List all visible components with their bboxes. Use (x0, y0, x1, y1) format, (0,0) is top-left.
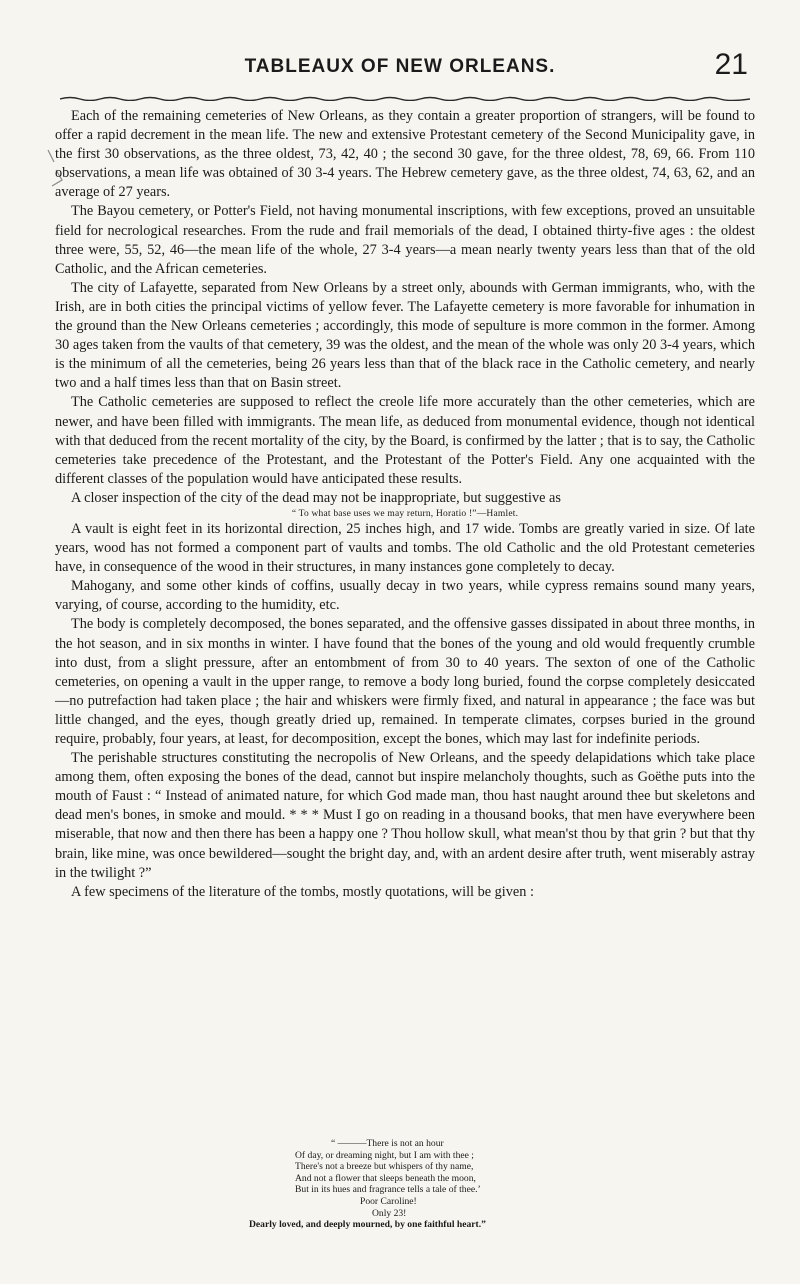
poem-line: And not a flower that sleeps beneath the moon, (295, 1172, 476, 1184)
page-number: 21 (714, 48, 748, 81)
poem-line: Poor Caroline! (360, 1195, 417, 1207)
body-text (55, 107, 755, 902)
tomb-inscription-poem (0, 1138, 800, 1231)
paragraph-vault-dimensions: A vault is eight feet in its horizontal direction, 25 inches high, and 17 wide. Tombs are greatly varied in size. Of late years, wood has not formed a component part of vaults and tombs. The old Catholic and the old Protestant cemeteries have, in consequence of the wood in their structures, in many instances gone completely to decay. (55, 520, 755, 576)
poem-line: There's not a breeze but whispers of thy name, (295, 1161, 474, 1173)
paragraph-necropolis: The perishable structures constituting the necropolis of New Orleans, and the speedy delapidations which take place among them, often exposing the bones of the dead, cannot but inspire melancholy thoughts, such as Goëthe puts into the mouth of Faust : “ Instead of animated nature, for which God made man, thou hast naught around thee but skeletons and dead men's bones, in smoke and mould. * * * Must I go on reading in a thousand books, that men have everywhere been miserable, that now and then there has been a happy one ? Thou hollow skull, what mean'st thou by that grin ? but that thy brain, like mine, was once bewildered—sought the bright day, and, with an ardent desire after truth, went miserably astray in the twilight ?” (55, 750, 755, 881)
poem-line: Dearly loved, and deeply mourned, by one faithful heart.” (249, 1219, 486, 1231)
hamlet-epigraph: “ To what base uses we may return, Horatio !”—Hamlet. (291, 508, 519, 519)
paragraph-lafayette: The city of Lafayette, separated from New Orleans by a street only, abounds with German immigrants, who, with the Irish, are in both cities the principal victims of yellow fever. The Lafayette cemetery is more favorable for inhumation in the ground than the New Orleans cemeteries ; accordingly, this mode of sepulture is more common in the former. Among 30 ages taken from the vaults of that cemetery, 39 was the oldest, and the mean of the whole was only 20 3-4 years, which is the minimum of all the cemeteries, being 26 years less than that of the black race in the Catholic cemetery, and nearly two and a half times less than that on Basin street. (55, 279, 755, 392)
running-title: TABLEAUX OF NEW ORLEANS. (244, 56, 556, 77)
poem-line: Of day, or dreaming night, but I am with thee ; (295, 1149, 474, 1161)
paragraph-decomposition: The body is completely decomposed, the bones separated, and the offensive gasses dissipated in about three months, in the hot season, and in six months in winter. I have found that the bones of the young and old would frequently crumble into dust, from a slight pressure, after an entombment of from 30 to 40 years. The sexton of one of the Catholic cemeteries, on opening a vault in the upper range, to remove a body long buried, found the corpse completely desiccated—no putrefaction had taken place ; the hair and whiskers were firmly fixed, and natural in appearance ; the face was but little changed, and the eyes, though greatly dried up, remained. In temperate climates, corpses buried in the ground require, probably, four years, at least, for decomposition, except the bones, which may last for indefinite periods. (55, 616, 755, 747)
paragraph-closer-inspection: A closer inspection of the city of the dead may not be inappropriate, but suggestive as (71, 489, 561, 506)
poem-line: Only 23! (372, 1207, 407, 1219)
paragraph-catholic-cemeteries: The Catholic cemeteries are supposed to reflect the creole life more accurately than the other cemeteries, which are newer, and have been filled with immigrants. The mean life, as deduced from monumental evidence, though not identical with that deduced from the recent mortality of the city, by the Board, is confirmed by the latter ; that is to say, the Catholic cemeteries take precedence of the Protestant, and the Protestant of the Potter's Field. Any one acquainted with the different classes of the population would have anticipated these results. (55, 394, 755, 487)
paragraph-coffins: Mahogany, and some other kinds of coffins, usually decay in two years, while cypress remains sound many years, varying, of course, according to the humidity, etc. (55, 578, 755, 614)
paragraph-remaining-cemeteries: Each of the remaining cemeteries of New Orleans, as they contain a greater proportion of strangers, will be found to offer a rapid decrement in the mean life. The new and extensive Protestant cemetery of the Second Municipality gave, in the first 30 observations, as the three oldest, 73, 42, 40 ; the second 30 gave, for the three oldest, 78, 69, 66. From 110 observations, a mean life was obtained of 30 3-4 years. The Hebrew cemetery gave, as the three oldest, 74, 63, 62, and an average of 27 years. (55, 108, 755, 201)
paragraph-specimens: A few specimens of the literature of the tombs, mostly quotations, will be given : (71, 883, 534, 900)
header-rule (60, 96, 750, 101)
page-header (0, 48, 800, 88)
poem-line: “ ———There is not an hour (331, 1138, 444, 1149)
poem-line: But in its hues and fragrance tells a tale of thee.’ (295, 1184, 481, 1196)
paragraph-bayou-cemetery: The Bayou cemetery, or Potter's Field, not having monumental inscriptions, with few exceptions, proved an unsuitable field for necrological researches. From the rude and frail memorials of the dead, I obtained thirty-five ages : the oldest three were, 55, 52, 46—the mean life of the whole, 27 3-4 years—a mean nearly twenty years less than that of the old Catholic, and the African cemeteries. (55, 203, 755, 277)
